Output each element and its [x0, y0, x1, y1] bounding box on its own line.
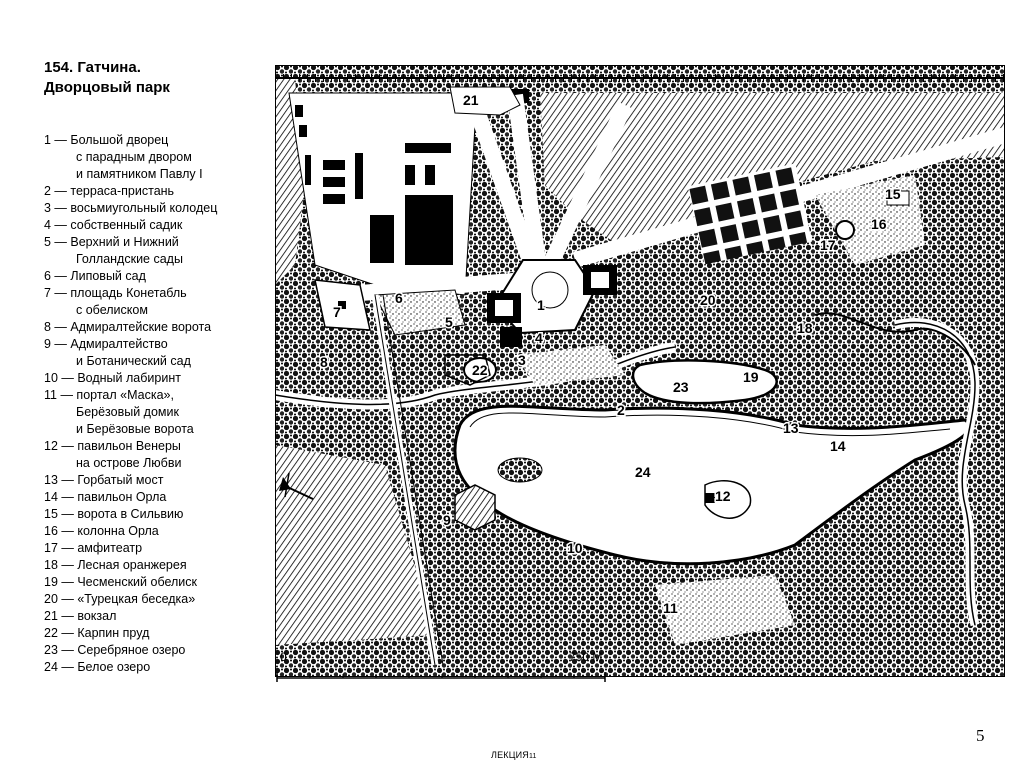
- map-label-3: 3: [518, 352, 526, 368]
- legend-item-label: 16 — колонна Орла: [44, 524, 159, 538]
- legend-item-label: 20 — «Турецкая беседка»: [44, 592, 196, 606]
- legend-item: [44, 336, 276, 370]
- legend-item-label: 4 — собственный садик: [44, 218, 183, 232]
- legend-item-continuation: Берёзовый домик: [76, 405, 179, 419]
- footer-number: 11: [528, 753, 537, 760]
- legend-item: [44, 625, 276, 642]
- legend-item: [44, 540, 276, 557]
- legend-item-label: 12 — павильон Венеры: [44, 439, 181, 453]
- legend-item-continuation: с парадным двором: [76, 150, 192, 164]
- map-label-6: 6: [395, 290, 403, 306]
- legend-item: [44, 472, 276, 489]
- legend-item: [44, 387, 276, 438]
- legend-item-continuation: Голландские сады: [76, 252, 183, 266]
- railway-station: [450, 87, 520, 115]
- legend-item-continuation: и Берёзовые ворота: [76, 422, 194, 436]
- map-label-14: 14: [830, 438, 846, 454]
- legend-item: [44, 659, 276, 676]
- legend-item: [44, 217, 276, 234]
- map-label-8: 8: [320, 354, 328, 370]
- legend-item: [44, 370, 276, 387]
- legend-item-label: 19 — Чесменский обелиск: [44, 575, 197, 589]
- legend-item-label: 21 — вокзал: [44, 609, 117, 623]
- legend-item-label: 22 — Карпин пруд: [44, 626, 150, 640]
- map-title-line2: Дворцовый парк: [44, 79, 170, 96]
- legend-item: [44, 506, 276, 523]
- map-label-2: 2: [617, 402, 625, 418]
- legend-item: [44, 183, 276, 200]
- map-label-16: 16: [871, 216, 887, 232]
- footer-text: ЛЕКЦИЯ: [491, 750, 529, 760]
- map-label-23: 23: [673, 379, 689, 395]
- legend-item-label: 5 — Верхний и Нижний: [44, 235, 179, 249]
- park-map: [275, 65, 1005, 677]
- map-label-7: 7: [333, 304, 341, 320]
- legend-item-label: 6 — Липовый сад: [44, 269, 146, 283]
- map-label-21: 21: [463, 92, 479, 108]
- page-number: 5: [976, 726, 985, 745]
- legend-item-label: 17 — амфитеатр: [44, 541, 143, 555]
- legend-item-label: 1 — Большой дворец: [44, 133, 169, 147]
- scale-bar-ruler: [275, 648, 608, 688]
- amphitheatre: [836, 221, 854, 239]
- legend-item-label: 18 — Лесная оранжерея: [44, 558, 187, 572]
- map-label-15: 15: [885, 186, 901, 202]
- map-label-12: 12: [715, 488, 731, 504]
- legend-item-continuation: с обелиском: [76, 303, 148, 317]
- legend-item-label: 2 — терраса-пристань: [44, 184, 175, 198]
- map-label-5: 5: [445, 314, 453, 330]
- scale-start-label: 0: [280, 650, 287, 664]
- legend-item-continuation: на острове Любви: [76, 456, 182, 470]
- legend-item: [44, 574, 276, 591]
- map-label-11: 11: [663, 600, 678, 616]
- legend-item: [44, 642, 276, 659]
- legend-item: [44, 268, 276, 285]
- legend-item: [44, 285, 276, 319]
- map-label-22: 22: [472, 362, 488, 378]
- map-label-24: 24: [635, 464, 651, 480]
- legend-item-continuation: и Ботанический сад: [76, 354, 191, 368]
- legend-item-label: 7 — площадь Конетабль: [44, 286, 187, 300]
- admiralty: [455, 485, 495, 530]
- legend-item: [44, 523, 276, 540]
- venus-pavilion: [705, 493, 715, 503]
- map-label-4: 4: [535, 330, 543, 346]
- legend-item-label: 3 — восьмиугольный колодец: [44, 201, 218, 215]
- legend-item: [44, 489, 276, 506]
- park-map-drawing: [275, 65, 1005, 677]
- legend-item-continuation: и памятником Павлу I: [76, 167, 203, 181]
- map-label-13: 13: [783, 420, 799, 436]
- map-label-17: 17: [820, 237, 836, 253]
- map-legend: [44, 132, 276, 676]
- legend-item-label: 9 — Адмиралтейство: [44, 337, 168, 351]
- map-label-20: 20: [700, 292, 716, 308]
- map-label-18: 18: [797, 320, 813, 336]
- legend-item-label: 10 — Водный лабиринт: [44, 371, 181, 385]
- legend-item: [44, 591, 276, 608]
- legend-item: [44, 438, 276, 472]
- legend-item: [44, 557, 276, 574]
- map-title-line1: 154. Гатчина.: [44, 59, 141, 76]
- map-label-1: 1: [537, 297, 545, 313]
- lake-island: [498, 458, 542, 482]
- map-title: [44, 58, 274, 98]
- legend-item-label: 11 — портал «Маска»,: [44, 388, 174, 402]
- legend-item: [44, 200, 276, 217]
- lecture-footer: [491, 750, 537, 760]
- legend-item-label: 14 — павильон Орла: [44, 490, 167, 504]
- legend-item: [44, 319, 276, 336]
- map-label-10: 10: [567, 540, 583, 556]
- legend-item-label: 15 — ворота в Сильвию: [44, 507, 184, 521]
- map-label-9: 9: [443, 512, 451, 528]
- legend-item-label: 24 — Белое озеро: [44, 660, 151, 674]
- scale-bar: [275, 648, 608, 688]
- map-label-19: 19: [743, 369, 759, 385]
- legend-item: [44, 608, 276, 625]
- legend-item-label: 23 — Серебряное озеро: [44, 643, 186, 657]
- legend-item-label: 8 — Адмиралтейские ворота: [44, 320, 212, 334]
- legend-item-label: 13 — Горбатый мост: [44, 473, 164, 487]
- legend-item: [44, 132, 276, 183]
- legend-item: [44, 234, 276, 268]
- scale-end-label: 750 М: [569, 650, 603, 664]
